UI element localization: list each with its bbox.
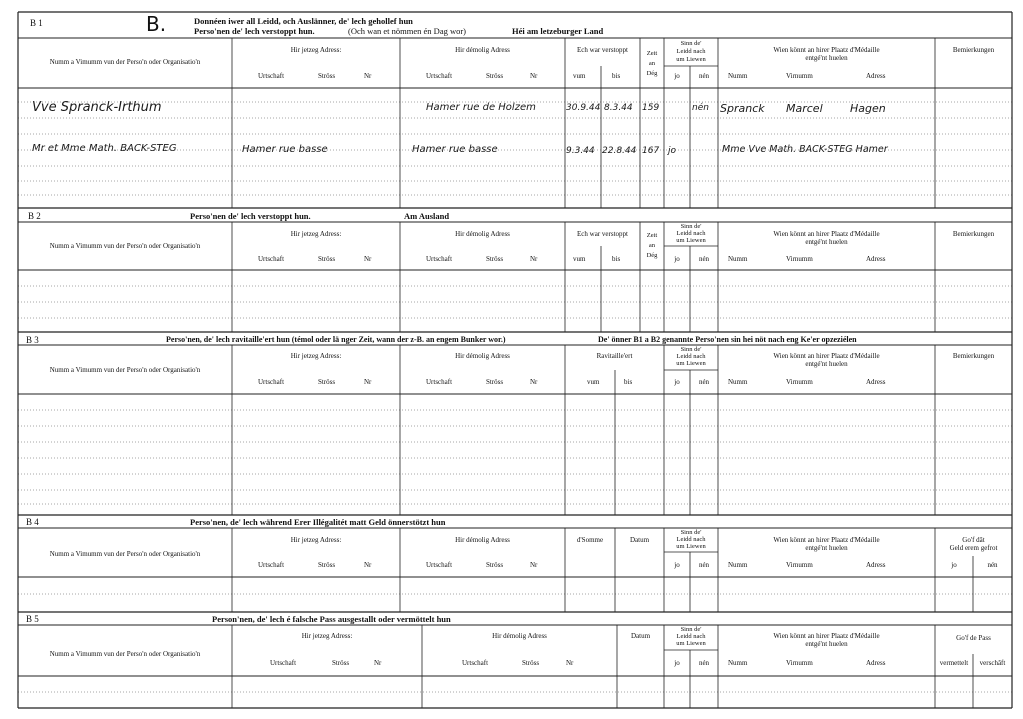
col-header-town: Urtschaft [426, 378, 453, 386]
col-header-days-1: Zeit [646, 50, 658, 57]
col-header-medal-1: Wien könnt an hirer Plaatz d'Médaille [773, 46, 880, 54]
col-header-survived-3: um Liewen [676, 543, 706, 550]
col-header-street: Ströss [486, 561, 504, 569]
col-header-yes: jo [951, 561, 957, 569]
col-header-from: vum [587, 378, 600, 386]
col-header-town: Urtschaft [258, 378, 285, 386]
col-header-no: nén [698, 255, 710, 263]
col-header-yes: jo [674, 255, 680, 263]
col-header-number: Nr [530, 255, 538, 263]
section-letter: B. [146, 12, 167, 36]
col-header-firstname: Virnumm [786, 72, 813, 80]
col-header-number: Nr [566, 659, 574, 667]
col-header-address: Adress [866, 72, 886, 80]
col-header-remarks: Bemierkungen [952, 230, 995, 238]
col-header-hidden: Ech war verstoppt [577, 46, 628, 54]
entry-1-name: Vve Spranck-Irthum [32, 100, 162, 115]
col-header-surname: Numm [728, 659, 748, 667]
col-header-survived-2: Leidd nach [676, 230, 706, 237]
col-header-surname: Numm [728, 255, 748, 263]
col-header-yes: jo [674, 72, 680, 80]
entry-1-medal-surname: Spranck [720, 102, 765, 115]
col-header-hidden: Ech war verstoppt [577, 230, 628, 238]
col-header-yes: jo [674, 561, 680, 569]
col-header-days-3: Dég [646, 252, 658, 259]
col-header-to: bis [624, 378, 633, 386]
entry-1-to: 8.3.44 [604, 103, 633, 113]
col-header-handed-over: vermettelt [939, 659, 969, 667]
col-header-survived-1: Sinn de' [680, 626, 702, 633]
col-header-former-address: Hir démolig Adress [455, 536, 510, 544]
col-header-number: Nr [364, 72, 372, 80]
b4-title: Perso'nen, de' lech während Erer Illégalitét matt Geld önnerstötzt hun [190, 517, 446, 527]
col-header-surname: Numm [728, 378, 748, 386]
section-code-b4: B 4 [26, 517, 39, 527]
col-header-former-address: Hir démolig Adress [455, 230, 510, 238]
col-header-no: nén [987, 561, 998, 569]
col-header-town: Urtschaft [258, 72, 285, 80]
col-header-medal-1: Wien könnt an hirer Plaatz d'Médaille [773, 230, 880, 238]
entry-1-former-address: Hamer rue de Holzem [426, 102, 536, 113]
col-header-town: Urtschaft [462, 659, 489, 667]
col-header-name: Numm a Vimumm vun der Perso'n oder Organisatio'n [49, 242, 201, 250]
col-header-days-1: Zeit [646, 232, 658, 239]
col-header-date: Datum [630, 632, 651, 640]
b1-title-line2b: (Och wan et nömmen én Dag wor) [348, 26, 467, 36]
col-header-surname: Numm [728, 72, 748, 80]
col-header-no: nén [698, 659, 710, 667]
entry-2-answer: jo [668, 146, 677, 156]
col-header-number: Nr [364, 255, 372, 263]
col-header-name: Numm a Vimumm vun der Perso'n oder Organisatio'n [49, 650, 201, 658]
col-header-medal-1: Wien könnt an hirer Plaatz d'Médaille [773, 352, 880, 360]
entry-1-medal-firstname: Marcel [786, 102, 823, 115]
col-header-town: Urtschaft [426, 255, 453, 263]
col-header-medal-1: Wien könnt an hirer Plaatz d'Médaille [773, 632, 880, 640]
col-header-address: Adress [866, 378, 886, 386]
col-header-medal-1: Wien könnt an hirer Plaatz d'Médaille [773, 536, 880, 544]
col-header-former-address: Hir démolig Adress [455, 46, 510, 54]
col-header-survived-3: um Liewen [676, 237, 706, 244]
col-header-number: Nr [374, 659, 382, 667]
col-header-survived-2: Leidd nach [676, 48, 706, 55]
col-header-survived-2: Leidd nach [676, 633, 706, 640]
col-header-current-address: Hir jetzeg Adress: [290, 352, 342, 360]
col-header-town: Urtschaft [258, 255, 285, 263]
b5-title: Person'nen, de' lech é falsche Pass ausgestallt oder vermöttelt hun [212, 614, 451, 624]
col-header-street: Ströss [318, 561, 336, 569]
entry-1-medal-address: Hagen [850, 102, 886, 115]
entry-1-days: 159 [642, 103, 660, 113]
col-header-name: Numm a Vimumm vun der Perso'n oder Organisatio'n [49, 58, 201, 66]
entry-2-current-address: Hamer rue basse [242, 144, 328, 155]
col-header-street: Ströss [318, 72, 336, 80]
col-header-current-address: Hir jetzeg Adress: [290, 230, 342, 238]
entry-1-answer: nén [692, 103, 709, 113]
col-header-former-address: Hir démolig Adress [455, 352, 510, 360]
col-header-medal-2: entgé'nt huelen [805, 238, 848, 246]
col-header-survived-3: um Liewen [676, 360, 706, 367]
col-header-former-address: Hir démolig Adress [492, 632, 547, 640]
col-header-yes: jo [674, 659, 680, 667]
col-header-street: Ströss [318, 255, 336, 263]
section-code-b1: B 1 [30, 18, 43, 28]
col-header-town: Urtschaft [426, 72, 453, 80]
col-header-days-2: an [648, 60, 656, 67]
section-code-b3: B 3 [26, 335, 39, 345]
col-header-current-address: Hir jetzeg Adress: [301, 632, 353, 640]
col-header-yes: jo [674, 378, 680, 386]
col-header-money-refunded-2: Geld erem gefrot [949, 544, 998, 552]
col-header-firstname: Virnumm [786, 561, 813, 569]
col-header-current-address: Hir jetzeg Adress: [290, 536, 342, 544]
b1-title-line2a: Perso'nen de' lech verstoppt hun. [194, 26, 315, 36]
col-header-to: bis [612, 255, 621, 263]
col-header-survived-1: Sinn de' [680, 223, 702, 230]
col-header-medal-2: entgé'nt huelen [805, 640, 848, 648]
col-header-number: Nr [364, 561, 372, 569]
col-header-address: Adress [866, 561, 886, 569]
entry-2-to: 22.8.44 [602, 146, 637, 156]
col-header-from: vum [573, 255, 586, 263]
col-header-supplied: Ravitaille'ert [596, 352, 633, 360]
col-header-street: Ströss [486, 72, 504, 80]
col-header-to: bis [612, 72, 621, 80]
col-header-issued: verschâft [979, 659, 1006, 667]
col-header-sum: d'Somme [576, 536, 604, 544]
col-header-street: Ströss [318, 378, 336, 386]
col-header-name: Numm a Vimumm vun der Perso'n oder Organisatio'n [49, 366, 201, 374]
section-code-b5: B 5 [26, 614, 39, 624]
col-header-current-address: Hir jetzeg Adress: [290, 46, 342, 54]
col-header-town: Urtschaft [270, 659, 297, 667]
entry-1-from: 30.9.44 [566, 103, 601, 113]
col-header-days-3: Dég [646, 70, 658, 77]
col-header-address: Adress [866, 255, 886, 263]
entry-2-from: 9.3.44 [566, 146, 595, 156]
section-code-b2: B 2 [28, 211, 41, 221]
col-header-survived-3: um Liewen [676, 640, 706, 647]
b2-title-b: Am Ausland [404, 211, 450, 221]
col-header-survived-1: Sinn de' [680, 529, 702, 536]
col-header-medal-2: entgé'nt huelen [805, 54, 848, 62]
col-header-days-2: an [648, 242, 656, 249]
b1-title-line2c: Héi am letzeburger Land [512, 26, 604, 36]
col-header-date: Datum [629, 536, 650, 544]
entry-2-name: Mr et Mme Math. BACK-STEG [32, 143, 177, 154]
col-header-from: vum [573, 72, 586, 80]
col-header-street: Ströss [522, 659, 540, 667]
b3-title-b: De' önner B1 a B2 genannte Perso'nen sin hei nöt nach eng Ke'er opzeziélen [598, 335, 857, 344]
b2-title: Perso'nen de' lech verstoppt hun. [190, 211, 311, 221]
col-header-address: Adress [866, 659, 886, 667]
col-header-firstname: Virnumm [786, 378, 813, 386]
col-header-medal-2: entgé'nt huelen [805, 544, 848, 552]
col-header-no: nén [698, 561, 710, 569]
col-header-survived-1: Sinn de' [680, 40, 702, 47]
col-header-street: Ströss [486, 255, 504, 263]
col-header-survived-3: um Liewen [676, 56, 706, 63]
entry-2-former-address: Hamer rue basse [412, 144, 498, 155]
col-header-money-refunded-1: Go'f dât [962, 536, 985, 544]
col-header-number: Nr [530, 72, 538, 80]
col-header-name: Numm a Vimumm vun der Perso'n oder Organisatio'n [49, 550, 201, 558]
col-header-remarks: Bemierkungen [952, 352, 995, 360]
col-header-no: nén [698, 378, 710, 386]
col-header-survived-2: Leidd nach [676, 536, 706, 543]
col-header-street: Ströss [486, 378, 504, 386]
col-header-surname: Numm [728, 561, 748, 569]
col-header-number: Nr [530, 561, 538, 569]
b3-title: Perso'nen, de' lech ravitaille'ert hun (témol oder lä nger Zeit, wann der z-B. an engem Bunker wor.) [166, 335, 506, 344]
col-header-pass-given: Go'f de Pass [956, 634, 991, 642]
col-header-remarks: Bemierkungen [952, 46, 995, 54]
col-header-street: Ströss [332, 659, 350, 667]
entry-2-medal-line: Mme Vve Math. BACK-STEG Hamer [722, 144, 888, 155]
col-header-number: Nr [530, 378, 538, 386]
col-header-survived-2: Leidd nach [676, 353, 706, 360]
col-header-firstname: Virnumm [786, 659, 813, 667]
b1-title-line1: Donnéen iwer all Leidd, och Auslänner, de' lech gehollef hun [194, 16, 413, 26]
col-header-survived-1: Sinn de' [680, 346, 702, 353]
entry-2-days: 167 [642, 146, 660, 156]
col-header-town: Urtschaft [426, 561, 453, 569]
col-header-town: Urtschaft [258, 561, 285, 569]
col-header-number: Nr [364, 378, 372, 386]
col-header-medal-2: entgé'nt huelen [805, 360, 848, 368]
col-header-no: nén [698, 72, 710, 80]
col-header-firstname: Virnumm [786, 255, 813, 263]
